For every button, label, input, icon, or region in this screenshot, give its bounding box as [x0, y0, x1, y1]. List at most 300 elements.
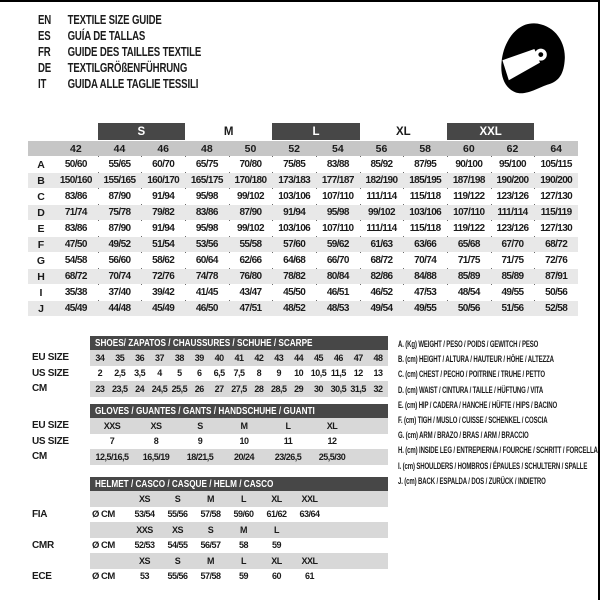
helmet-icon — [492, 16, 572, 106]
size-label: XL — [271, 493, 282, 504]
measure-value: 39/42 — [152, 287, 175, 298]
value-cell: 54/55 — [167, 540, 188, 551]
language-code: FR — [38, 43, 51, 59]
measure-value: 107/110 — [322, 191, 354, 202]
sub-row — [32, 381, 388, 397]
measure-value: 91/94 — [152, 191, 175, 202]
value-cell: L — [285, 420, 291, 431]
legend-item: F. (cm) TIGH / MUSLO / CUISSE / SCHENKEL / COSCIA — [398, 415, 548, 426]
value-cell: 59 — [271, 540, 281, 551]
legend-item: B. (cm) HEIGHT / ALTURA / HAUTEUR / HÖHE / ALTEZZA — [398, 354, 554, 365]
helmet-sizes-row — [32, 491, 388, 507]
value-cell: 10 — [239, 436, 249, 447]
measure-value: 119/122 — [453, 191, 485, 202]
value-cell: 34 — [95, 352, 105, 363]
measure-value: 78/82 — [283, 271, 306, 282]
measure-value: 49/55 — [414, 303, 437, 314]
row-label: FIA — [32, 508, 48, 520]
value-cell: 52/53 — [134, 540, 155, 551]
value-cell: 39 — [194, 352, 204, 363]
helmet-values-row — [32, 569, 388, 585]
row-sizes — [90, 491, 388, 507]
measure-value: 66/70 — [326, 255, 349, 266]
value-cell: 26 — [194, 383, 204, 394]
measure-value: 127/130 — [540, 191, 573, 202]
measure-value: 123/126 — [496, 223, 529, 234]
diameter-label: Ø CM — [92, 539, 115, 551]
value-cell: 18/21,5 — [186, 451, 214, 462]
value-cell: XS — [150, 420, 162, 431]
row-values — [90, 350, 388, 366]
measure-value: 43/47 — [239, 287, 262, 298]
measure-value: 45/49 — [152, 303, 175, 314]
value-cell: 9 — [197, 436, 203, 447]
value-cell: 24 — [135, 383, 145, 394]
title-line — [38, 59, 201, 75]
measure-value: 95/98 — [326, 207, 349, 218]
row-letter: D — [37, 206, 45, 219]
guide-title: GUIDA ALLE TAGLIE TESSILI — [67, 75, 199, 91]
measure-value: 99/102 — [236, 191, 264, 202]
size-label: XXL — [301, 555, 318, 566]
size-group-xxl: XXL — [447, 123, 534, 140]
legend-item: C. (cm) CHEST / PECHO / POITRINE / TRUHE / PETTO — [398, 369, 545, 380]
row-letter: H — [37, 270, 45, 283]
measure-value: 105/115 — [540, 159, 572, 170]
measure-value: 79/82 — [152, 207, 175, 218]
size-number: 64 — [550, 142, 562, 155]
measure-value: 72/76 — [152, 271, 175, 282]
row-label: CM — [32, 383, 47, 395]
row-letter: G — [36, 254, 46, 267]
value-cell: 11 — [283, 436, 293, 447]
main-size-table — [28, 123, 578, 317]
measure-value: 111/114 — [366, 223, 397, 234]
measure-value: 56/60 — [108, 255, 131, 266]
spacer — [28, 123, 98, 140]
value-cell: 20/24 — [233, 451, 255, 462]
measure-value: 173/183 — [278, 175, 311, 186]
measure-value: 115/118 — [409, 223, 441, 234]
row-label: CMR — [32, 539, 54, 551]
size-label: XXS — [136, 524, 153, 535]
measure-value: 111/114 — [497, 207, 528, 218]
measure-value: 58/62 — [152, 255, 175, 266]
size-label: XS — [171, 524, 183, 535]
value-cell: 12 — [353, 368, 363, 379]
size-number: 48 — [200, 142, 213, 155]
measure-value: 85/92 — [370, 159, 393, 170]
size-number: 44 — [113, 142, 126, 155]
value-cell: 5 — [177, 368, 182, 379]
measure-value: 59/62 — [326, 239, 349, 250]
row-values — [90, 366, 388, 382]
row-label: ECE — [32, 570, 52, 582]
value-cell: 27 — [214, 383, 224, 394]
size-number: 56 — [375, 142, 388, 155]
measure-value: 150/160 — [59, 175, 92, 186]
value-cell: 60 — [271, 571, 281, 582]
row-label: US SIZE — [32, 435, 69, 447]
size-label: XL — [271, 555, 282, 566]
helmet-table-title-text: HELMET / CASCO / CASQUE / HELM / CASCO — [95, 478, 274, 490]
value-cell: 24,5 — [151, 383, 168, 394]
measure-value: 55/58 — [239, 239, 262, 250]
measure-value: 87/91 — [545, 271, 568, 282]
measure-value: 95/100 — [498, 159, 526, 170]
measure-value: 70/74 — [414, 255, 437, 266]
title-line — [38, 44, 201, 60]
measure-value: 68/72 — [545, 239, 568, 250]
sub-row — [32, 366, 388, 382]
value-cell: 27,5 — [231, 383, 247, 394]
gloves-table — [32, 404, 388, 465]
value-cell: 2 — [97, 368, 103, 379]
measure-value: 82/86 — [370, 271, 393, 282]
size-group-m: M — [223, 125, 234, 138]
sub-row — [32, 350, 388, 366]
measure-value: 185/195 — [409, 175, 442, 186]
measure-value: 60/64 — [195, 255, 218, 266]
row-label — [32, 522, 90, 538]
value-cell: 13 — [373, 368, 383, 379]
guide-title: TEXTILGRÖßENFÜHRUNG — [67, 59, 188, 75]
row-sizes — [90, 553, 388, 569]
shoes-table-title — [90, 336, 388, 350]
measure-value: 46/51 — [326, 287, 349, 298]
measure-value: 48/54 — [457, 287, 480, 298]
value-cell: 43 — [274, 352, 284, 363]
gloves-rows — [32, 418, 388, 465]
sub-row — [32, 449, 388, 465]
measure-value: 170/180 — [234, 175, 267, 186]
measure-value: 53/56 — [195, 239, 218, 250]
size-number: 50 — [244, 142, 257, 155]
measure-row — [28, 285, 578, 300]
measure-value: 91/94 — [152, 223, 175, 234]
value-cell: 28 — [254, 383, 264, 394]
value-cell: 23,5 — [112, 383, 128, 394]
value-cell: 41 — [234, 352, 244, 363]
sub-row — [32, 434, 388, 450]
value-cell: 36 — [135, 352, 145, 363]
legend-item: A. (Kg) WEIGHT / PESO / POIDS / GEWITCH / PESO — [398, 339, 539, 349]
measure-value: 47/53 — [414, 287, 437, 298]
legend-item: G. (cm) ARM / BRAZO / BRAS / ARM / BRACCIO — [398, 430, 529, 441]
measure-value: 51/54 — [152, 239, 175, 250]
helmet-sizes-row — [32, 522, 388, 538]
measure-row — [28, 269, 578, 284]
measure-value: 68/72 — [64, 271, 87, 282]
measure-value: 74/78 — [195, 271, 218, 282]
size-label: L — [274, 524, 279, 535]
measure-value: 155/165 — [103, 175, 136, 186]
measure-value: 52/58 — [545, 303, 568, 314]
title-block — [38, 12, 201, 91]
measure-value: 55/65 — [108, 159, 131, 170]
value-cell: 53/54 — [134, 509, 155, 520]
measure-value: 64/68 — [283, 255, 306, 266]
value-cell: 61 — [304, 571, 314, 582]
legend-item: H. (cm) INSIDE LEG / ENTREPIERNA / FOURCHE / SCHRITT / FORCELLA — [398, 445, 598, 456]
value-cell: 29 — [294, 383, 304, 394]
row-values — [90, 418, 388, 434]
size-number: 62 — [506, 142, 519, 155]
measure-value: 48/53 — [326, 303, 349, 314]
size-label: S — [174, 493, 181, 504]
measure-row — [28, 253, 578, 268]
value-cell: 42 — [254, 352, 264, 363]
measure-value: 165/175 — [190, 175, 223, 186]
measure-value: 49/54 — [370, 303, 393, 314]
measure-value: 95/98 — [195, 191, 218, 202]
value-cell: XL — [326, 420, 338, 431]
value-cell: 10,5 — [310, 368, 327, 379]
size-number: 46 — [157, 142, 169, 155]
value-cell: 31,5 — [350, 383, 366, 394]
helmet-table-title — [90, 477, 388, 491]
value-cell: 35 — [115, 352, 125, 363]
measure-value: 76/80 — [239, 271, 262, 282]
value-cell: 53 — [139, 571, 149, 582]
measure-value: 115/119 — [540, 207, 572, 218]
value-cell: 59 — [238, 571, 248, 582]
measure-value: 99/102 — [236, 223, 264, 234]
value-cell: 7 — [109, 436, 115, 447]
language-code: IT — [38, 75, 47, 91]
row-values — [90, 449, 388, 465]
guide-title: TEXTILE SIZE GUIDE — [67, 12, 162, 28]
value-cell: 48 — [373, 352, 383, 363]
row-letter: F — [37, 238, 45, 251]
measure-value: 127/130 — [540, 223, 573, 234]
shoes-rows — [32, 350, 388, 397]
measure-value: 83/86 — [64, 191, 87, 202]
value-cell: 12 — [327, 436, 337, 447]
measure-row — [28, 221, 578, 236]
shoes-table-title-text: SHOES/ ZAPATOS / CHAUSSURES / SCHUHE / SCARPE — [95, 337, 313, 349]
size-number-row — [28, 141, 578, 156]
value-cell: 25,5/30 — [318, 451, 346, 462]
language-code: ES — [38, 28, 51, 44]
measure-row — [28, 157, 578, 172]
size-label: S — [174, 555, 181, 566]
measure-value: 107/110 — [453, 207, 485, 218]
legend-item: I. (cm) SHOULDERS / HOMBROS / ÉPAULES / SCHULTERN / SPALLE — [398, 460, 588, 471]
measure-value: 45/49 — [64, 303, 87, 314]
measure-value: 70/74 — [108, 271, 131, 282]
gloves-table-title — [90, 404, 388, 418]
measure-value: 123/126 — [496, 191, 529, 202]
measure-value: 84/88 — [414, 271, 437, 282]
legend-item: D. (cm) WAIST / CINTURA / TAILLE / HÜFTUNG / VITA — [398, 384, 544, 395]
measure-value: 50/60 — [64, 159, 87, 170]
measure-value: 87/90 — [108, 223, 131, 234]
gloves-table-title-text: GLOVES / GUANTES / GANTS / HANDSCHUHE / GUANTI — [95, 405, 315, 417]
helmet-values-row — [32, 507, 388, 523]
helmet-rows — [32, 491, 388, 584]
measure-value: 187/198 — [452, 175, 485, 186]
measure-value: 63/66 — [414, 239, 437, 250]
value-cell: M — [240, 420, 248, 431]
size-label: XS — [138, 555, 150, 566]
size-number: 42 — [69, 142, 82, 155]
value-cell: 55/56 — [167, 571, 188, 582]
value-cell: 32 — [373, 383, 383, 394]
measure-value: 80/84 — [326, 271, 349, 282]
row-letter: A — [37, 158, 45, 171]
value-cell: 30,5 — [330, 383, 347, 394]
value-cell: 58 — [238, 540, 248, 551]
measure-value: 75/78 — [108, 207, 131, 218]
measure-value: 49/52 — [108, 239, 131, 250]
spacer — [28, 141, 54, 156]
value-cell: 12,5/16,5 — [95, 451, 129, 462]
spacer — [534, 123, 578, 140]
row-letter: C — [37, 190, 45, 203]
measure-value: 44/48 — [108, 303, 131, 314]
title-line — [38, 28, 201, 44]
measure-value: 65/68 — [457, 239, 480, 250]
legend-item: J. (cm) BACK / ESPALDA / DOS / ZURÜCK / INDIETRO — [398, 475, 546, 486]
row-values — [90, 569, 388, 585]
measure-value: 67/70 — [501, 239, 524, 250]
value-cell: 7,5 — [233, 368, 245, 379]
value-cell: 11,5 — [330, 368, 346, 379]
measure-value: 107/110 — [322, 223, 354, 234]
value-cell: 9 — [276, 368, 281, 379]
measure-value: 87/90 — [108, 191, 131, 202]
measure-value: 60/70 — [152, 159, 175, 170]
row-sizes — [90, 522, 388, 538]
value-cell: 6,5 — [213, 368, 225, 379]
helmet-table — [32, 477, 388, 584]
measure-value: 85/89 — [501, 271, 524, 282]
measure-value: 91/94 — [283, 207, 306, 218]
language-code: DE — [38, 59, 52, 75]
measure-value: 54/58 — [64, 255, 87, 266]
size-group-l: L — [272, 123, 359, 140]
value-cell: 61/62 — [266, 509, 287, 520]
size-letter-row — [28, 123, 578, 140]
value-cell: 8 — [256, 368, 262, 379]
guide-title: GUÍA DE TALLAS — [67, 28, 146, 44]
measure-value: 70/80 — [239, 159, 262, 170]
measure-value: 182/190 — [365, 175, 398, 186]
value-cell: 57/58 — [200, 509, 221, 520]
value-cell: 38 — [174, 352, 184, 363]
measure-value: 83/88 — [326, 159, 349, 170]
measure-value: 37/40 — [108, 287, 131, 298]
value-cell: 3,5 — [134, 368, 146, 379]
measure-value: 47/50 — [64, 239, 87, 250]
measure-value: 95/98 — [195, 223, 218, 234]
size-number: 52 — [288, 142, 300, 155]
measurement-legend — [398, 337, 599, 489]
value-cell: 10 — [294, 368, 304, 379]
measure-row — [28, 237, 578, 252]
measure-value: 190/200 — [540, 175, 573, 186]
size-label: S — [207, 524, 214, 535]
shoes-table — [32, 336, 388, 397]
size-number: 58 — [419, 142, 431, 155]
row-label: CM — [32, 451, 47, 463]
row-values — [90, 434, 388, 450]
measure-value: 46/52 — [370, 287, 393, 298]
value-cell: 2,5 — [114, 368, 126, 379]
measure-value: 71/75 — [501, 255, 524, 266]
diameter-label: Ø CM — [92, 570, 115, 582]
size-label: XS — [138, 493, 150, 504]
value-cell: 56/57 — [200, 540, 221, 551]
measure-value: 190/200 — [496, 175, 529, 186]
measure-value: 87/95 — [414, 159, 437, 170]
measure-row — [28, 205, 578, 220]
helmet-sizes-row — [32, 553, 388, 569]
measure-value: 160/170 — [147, 175, 180, 186]
guide-title: GUIDE DES TAILLES TEXTILE — [67, 43, 202, 59]
measure-row — [28, 301, 578, 316]
measure-value: 119/122 — [453, 223, 485, 234]
diameter-label: Ø CM — [92, 508, 115, 520]
value-cell: 47 — [353, 352, 363, 363]
row-values — [90, 381, 388, 397]
measure-value: 75/85 — [283, 159, 306, 170]
value-cell: 16,5/19 — [142, 451, 170, 462]
measure-value: 83/86 — [64, 223, 87, 234]
measure-value: 87/90 — [239, 207, 262, 218]
measure-value: 65/75 — [195, 159, 218, 170]
row-label — [32, 491, 90, 507]
measure-value: 57/60 — [283, 239, 306, 250]
measure-row — [28, 173, 578, 188]
row-values — [90, 538, 388, 554]
measure-value: 72/76 — [545, 255, 568, 266]
value-cell: 40 — [214, 352, 224, 363]
measure-row — [28, 189, 578, 204]
measure-value: 111/114 — [366, 191, 397, 202]
row-letter: J — [38, 302, 44, 315]
measure-value: 45/50 — [283, 287, 306, 298]
measure-value: 50/56 — [457, 303, 480, 314]
value-cell: 57/58 — [200, 571, 221, 582]
value-cell: 37 — [155, 352, 165, 363]
measure-value: 47/51 — [239, 303, 262, 314]
measure-value: 68/72 — [370, 255, 393, 266]
measure-value: 71/75 — [457, 255, 480, 266]
measure-value: 71/74 — [64, 207, 87, 218]
measure-value: 61/63 — [370, 239, 393, 250]
measure-value: 62/66 — [239, 255, 262, 266]
size-number: 60 — [462, 142, 475, 155]
value-cell: XXS — [103, 420, 121, 431]
value-cell: 55/56 — [167, 509, 188, 520]
measure-value: 99/102 — [367, 207, 395, 218]
row-letter: E — [37, 222, 45, 235]
row-values — [90, 507, 388, 523]
measure-value: 103/106 — [278, 223, 311, 234]
value-cell: 46 — [333, 352, 343, 363]
size-label: M — [240, 524, 247, 535]
measure-value: 85/89 — [457, 271, 480, 282]
row-label: US SIZE — [32, 367, 69, 379]
size-number: 54 — [331, 142, 344, 155]
row-label: EU SIZE — [32, 420, 69, 432]
value-cell: 25,5 — [171, 383, 188, 394]
size-group-s: S — [98, 123, 185, 140]
value-cell: 8 — [153, 436, 159, 447]
row-label: EU SIZE — [32, 352, 69, 364]
